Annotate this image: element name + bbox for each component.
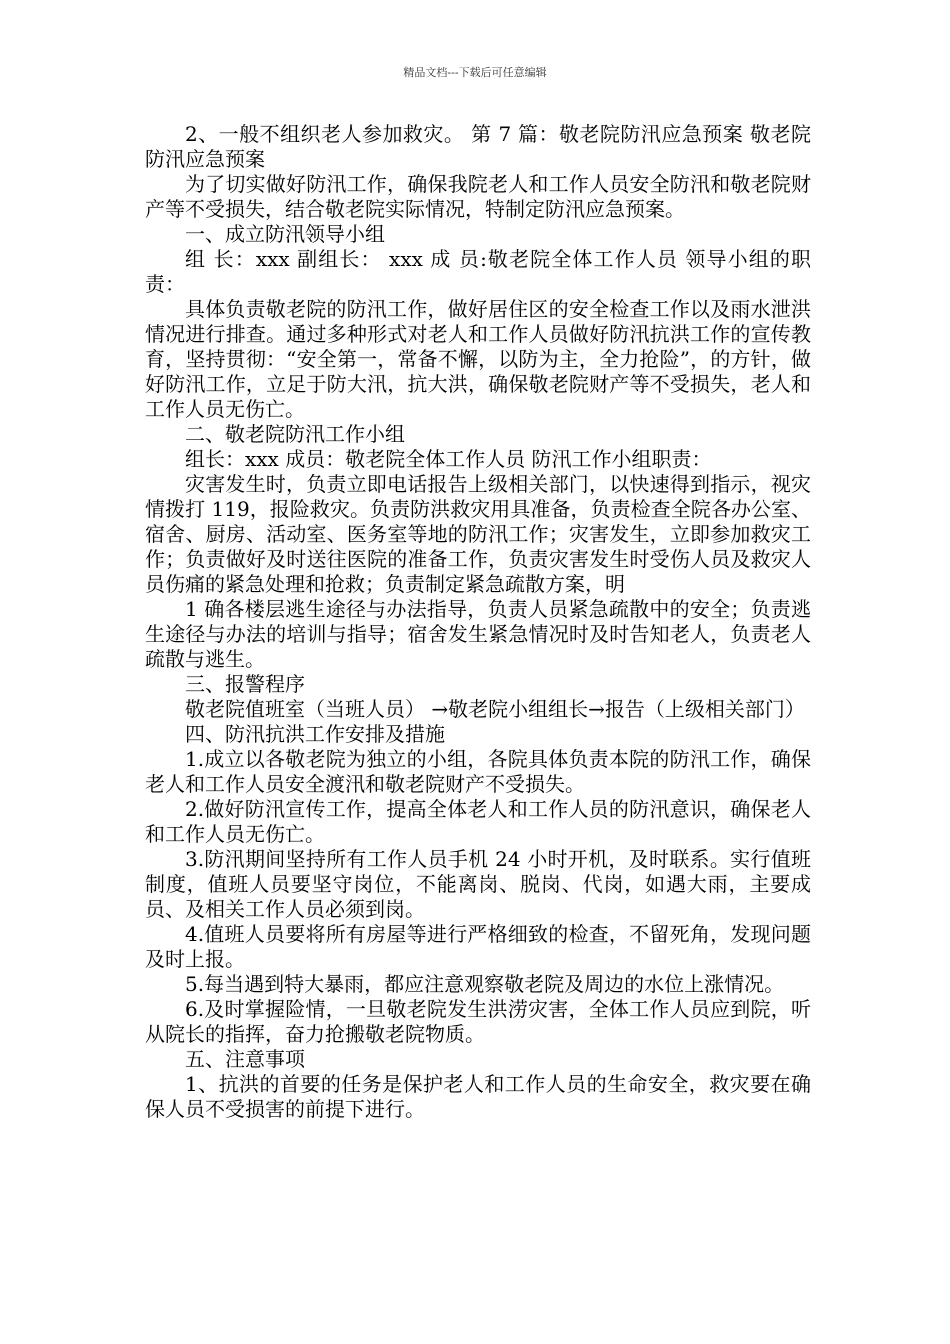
paragraph: 一、成立防汛领导小组 (185, 222, 385, 246)
paragraph: 三、报警程序 (185, 672, 305, 696)
paragraph: 1.成立以各敬老院为独立的小组，各院具体负责本院的防汛工作，确保老人和工作人员安全渡汛和敬老院财产不受损失。 (145, 747, 811, 796)
paragraph: 组 长：xxx 副组长： xxx 成 员:敬老院全体工作人员 领导小组的职责： (145, 247, 811, 296)
paragraph: 2.做好防汛宣传工作，提高全体老人和工作人员的防汛意识，确保老人和工作人员无伤亡。 (145, 797, 811, 846)
paragraph: 二、敬老院防汛工作小组 (185, 422, 405, 446)
paragraph: 四、防汛抗洪工作安排及措施 (185, 722, 445, 746)
paragraph: 4.值班人员要将所有房屋等进行严格细致的检查，不留死角，发现问题及时上报。 (145, 922, 811, 971)
paragraph: 3.防汛期间坚持所有工作人员手机 24 小时开机，及时联系。实行值班制度，值班人员要坚守岗位，不能离岗、脱岗、代岗，如遇大雨，主要成员、及相关工作人员必须到岗。 (145, 847, 811, 921)
paragraph: 1、抗洪的首要的任务是保护老人和工作人员的生命安全，救灾要在确保人员不受损害的前提下进行。 (145, 1072, 811, 1121)
paragraph: 灾害发生时，负责立即电话报告上级相关部门，以快速得到指示，视灾情拨打 119，报险救灾。负责防洪救灾用具准备，负责检查全院各办公室、宿舍、厨房、活动室、医务室等地的防汛工作；灾害发生，立即参加救灾工作；负责做好及时送往医院的准备工作，负责灾害发生时受伤人员及救灾人员伤痛的紧急处理和抢救；负责制定紧急疏散方案，明 (145, 472, 811, 596)
paragraph: 为了切实做好防汛工作，确保我院老人和工作人员安全防汛和敬老院财产等不受损失，结合敬老院实际情况，特制定防汛应急预案。 (145, 172, 811, 221)
paragraph: 6.及时掌握险情，一旦敬老院发生洪涝灾害，全体工作人员应到院，听从院长的指挥，奋力抢搬敬老院物质。 (145, 997, 811, 1046)
paragraph: 敬老院值班室（当班人员） →敬老院小组组长→报告（上级相关部门） (185, 697, 805, 721)
paragraph: 1 确各楼层逃生途径与办法指导，负责人员紧急疏散中的安全；负责逃生途径与办法的培训与指导；宿舍发生紧急情况时及时告知老人，负责老人疏散与逃生。 (145, 597, 811, 671)
paragraph: 5.每当遇到特大暴雨，都应注意观察敬老院及周边的水位上涨情况。 (185, 972, 785, 996)
document-body (145, 122, 811, 1122)
paragraph: 组长：xxx 成员：敬老院全体工作人员 防汛工作小组职责： (185, 447, 712, 471)
paragraph: 具体负责敬老院的防汛工作，做好居住区的安全检查工作以及雨水泄洪情况进行排查。通过多种形式对老人和工作人员做好防汛抗洪工作的宣传教育，坚持贯彻：“安全第一，常备不懈，以防为主，全力抢险”，的方针，做好防汛工作，立足于防大汛，抗大洪，确保敬老院财产等不受损失，老人和工作人员无伤亡。 (145, 297, 811, 421)
paragraph: 五、注意事项 (185, 1047, 305, 1071)
page-header: 精品文档---下载后可任意编辑 (403, 66, 547, 79)
paragraph: 2、一般不组织老人参加救灾。 第 7 篇：敬老院防汛应急预案 敬老院防汛应急预案 (145, 122, 811, 171)
